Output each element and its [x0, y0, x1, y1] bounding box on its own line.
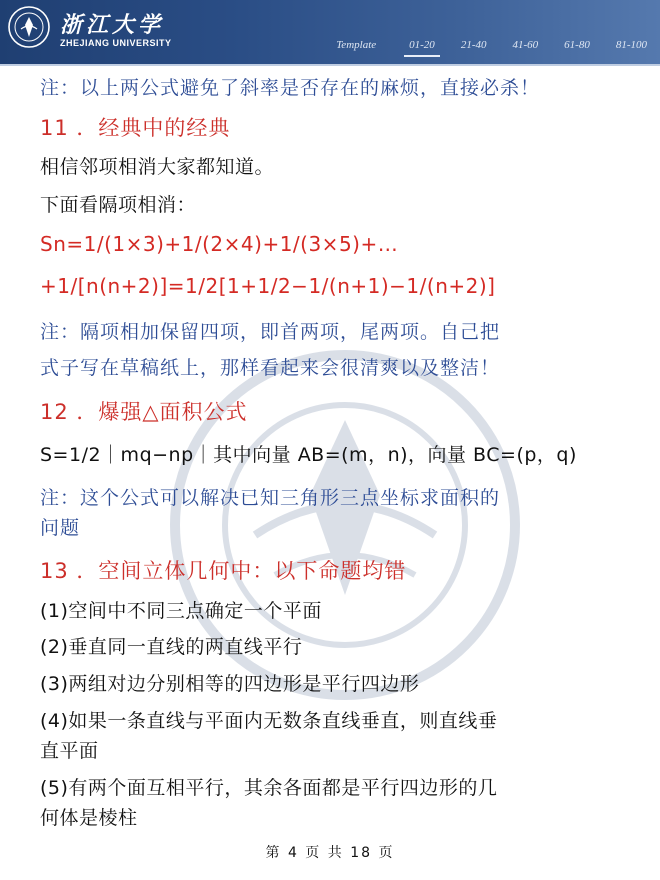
university-name-cn: 浙江大学: [60, 12, 165, 38]
nav-21-40[interactable]: 21-40: [460, 39, 487, 51]
header-divider: [0, 64, 660, 66]
note-alternate-cancel-2: 式子写在草稿纸上，那样看起来会很清爽以及整洁！: [40, 357, 501, 379]
list-item-1: (1)空间中不同三点确定一个平面: [40, 600, 322, 622]
note-formula-tip: 注：以上两公式避免了斜率是否存在的麻烦，直接必杀！: [40, 77, 541, 99]
nav-61-80[interactable]: 61-80: [564, 39, 590, 51]
heading-11: 11 ．经典中的经典: [40, 116, 231, 140]
page-number: 第 4 页 共 18 页: [265, 845, 395, 861]
nav-template[interactable]: Template: [336, 39, 377, 51]
note-area-formula-1: 注：这个公式可以解决已知三角形三点坐标求面积的: [40, 487, 501, 509]
nav-41-60[interactable]: 41-60: [512, 39, 539, 51]
section-nav: [323, 37, 660, 57]
body-area-formula: S=1/2｜mq−np｜其中向量 AB=(m，n)，向量 BC=(p，q): [40, 444, 577, 466]
list-item-5-line-2: 何体是棱柱: [40, 807, 138, 829]
formula-sn-line-2: +1/[n(n+2)]=1/2[1+1/2−1/(n+1)−1/(n+2)]: [40, 274, 496, 298]
header-bar: [0, 0, 660, 64]
list-item-5-line-1: (5)有两个面互相平行，其余各面都是平行四边形的几: [40, 777, 498, 799]
heading-12: 12 ．爆强△面积公式: [40, 400, 248, 424]
note-alternate-cancel-1: 注：隔项相加保留四项，即首两项，尾两项。自己把: [40, 321, 501, 343]
list-item-2: (2)垂直同一直线的两直线平行: [40, 636, 303, 658]
university-name-en: ZHEJIANG UNIVERSITY: [60, 38, 172, 48]
heading-13: 13 ．空间立体几何中：以下命题均错: [40, 559, 407, 583]
body-alternate-cancel: 下面看隔项相消：: [40, 194, 197, 216]
nav-81-100[interactable]: 81-100: [615, 39, 647, 51]
list-item-3: (3)两组对边分别相等的四边形是平行四边形: [40, 673, 420, 695]
list-item-4-line-1: (4)如果一条直线与平面内无数条直线垂直，则直线垂: [40, 710, 498, 732]
nav-01-20[interactable]: 01-20: [396, 37, 448, 57]
note-area-formula-2: 问题: [40, 517, 81, 539]
university-seal-icon: [7, 5, 51, 49]
formula-sn-line-1: Sn=1/(1×3)+1/(2×4)+1/(3×5)+…: [40, 232, 399, 256]
body-adjacent-cancel: 相信邻项相消大家都知道。: [40, 156, 275, 178]
list-item-4-line-2: 直平面: [40, 740, 99, 762]
